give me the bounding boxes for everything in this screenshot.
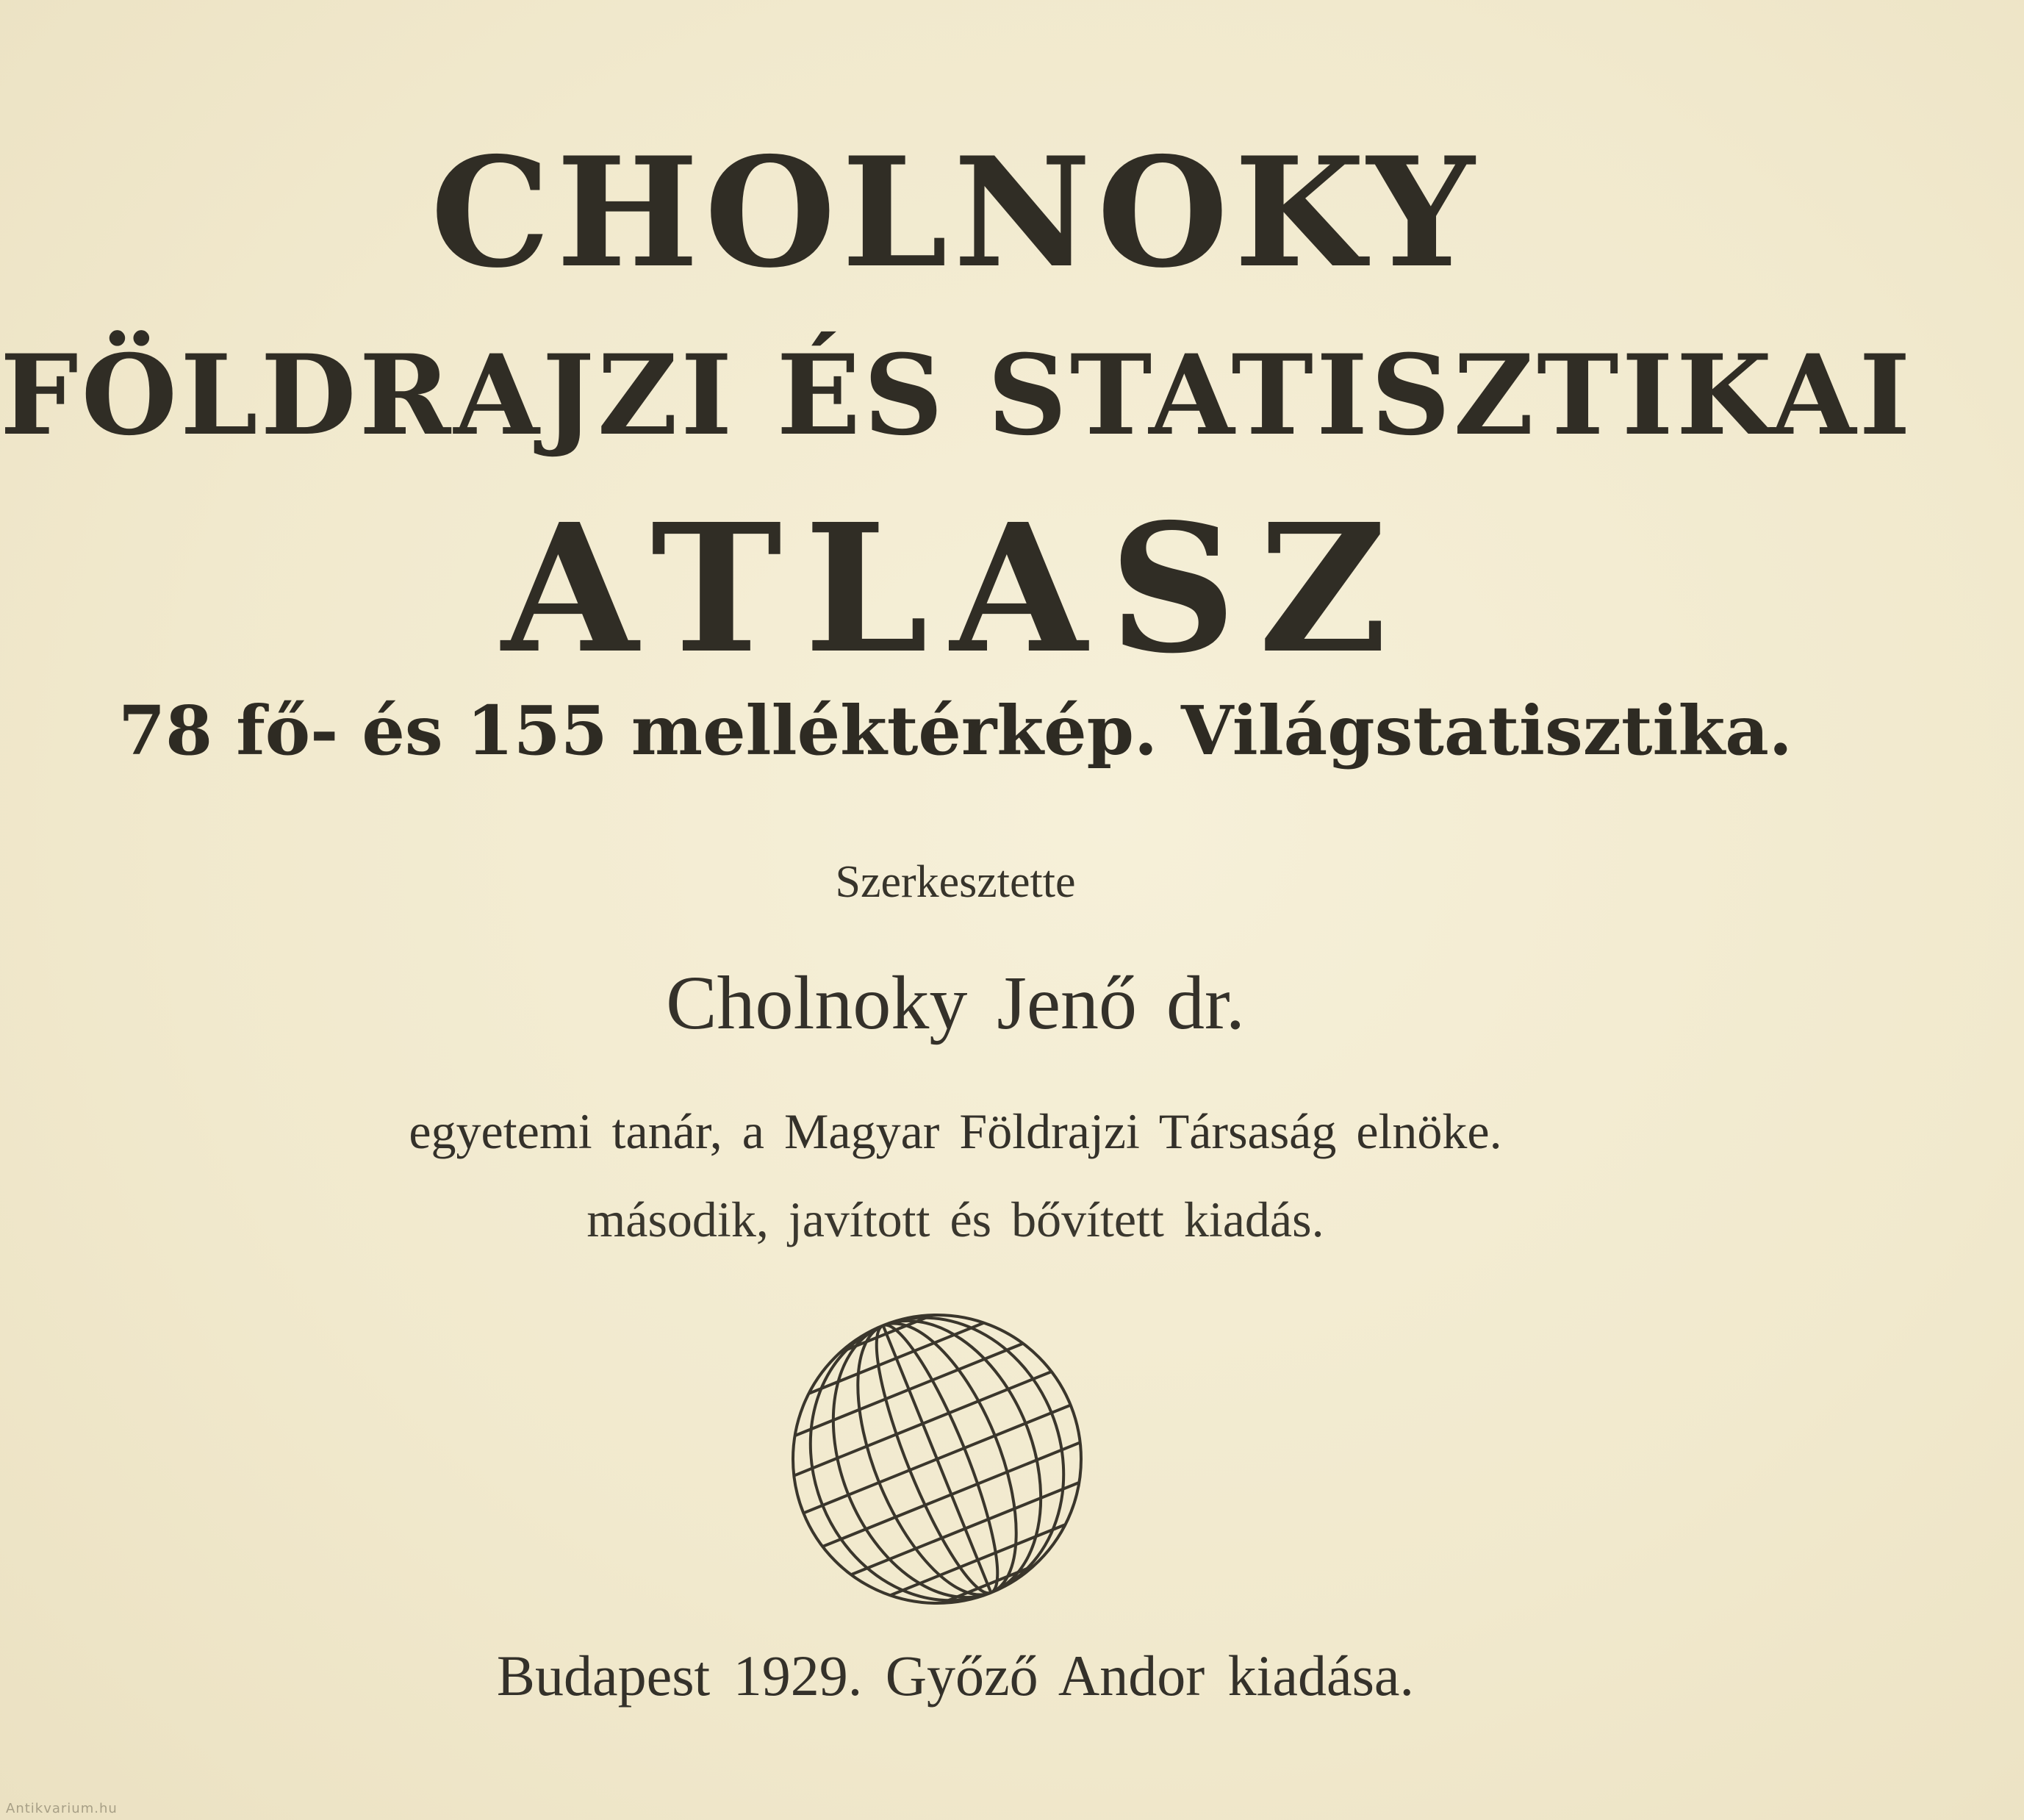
- editor-name: Cholnoky Jenő dr.: [666, 961, 1245, 1045]
- edition-note: második, javított és bővített kiadás.: [586, 1192, 1324, 1247]
- edited-by-label: Szerkesztette: [835, 857, 1076, 907]
- globe-icon: [790, 1312, 1084, 1606]
- main-title: ATLASZ: [501, 485, 1410, 692]
- editor-title: egyetemi tanár, a Magyar Földrajzi Társaság elnöke.: [409, 1103, 1502, 1159]
- subtitle: FÖLDRAJZI ÉS STATISZTIKAI: [0, 331, 1914, 460]
- author-heading: CHOLNOKY: [430, 125, 1481, 301]
- contents-line: 78 fő- és 155 melléktérkép. Világstatisztika.: [118, 691, 1792, 770]
- imprint: Budapest 1929. Győző Andor kiadása.: [496, 1644, 1415, 1708]
- watermark: Antikvarium.hu: [6, 1801, 118, 1816]
